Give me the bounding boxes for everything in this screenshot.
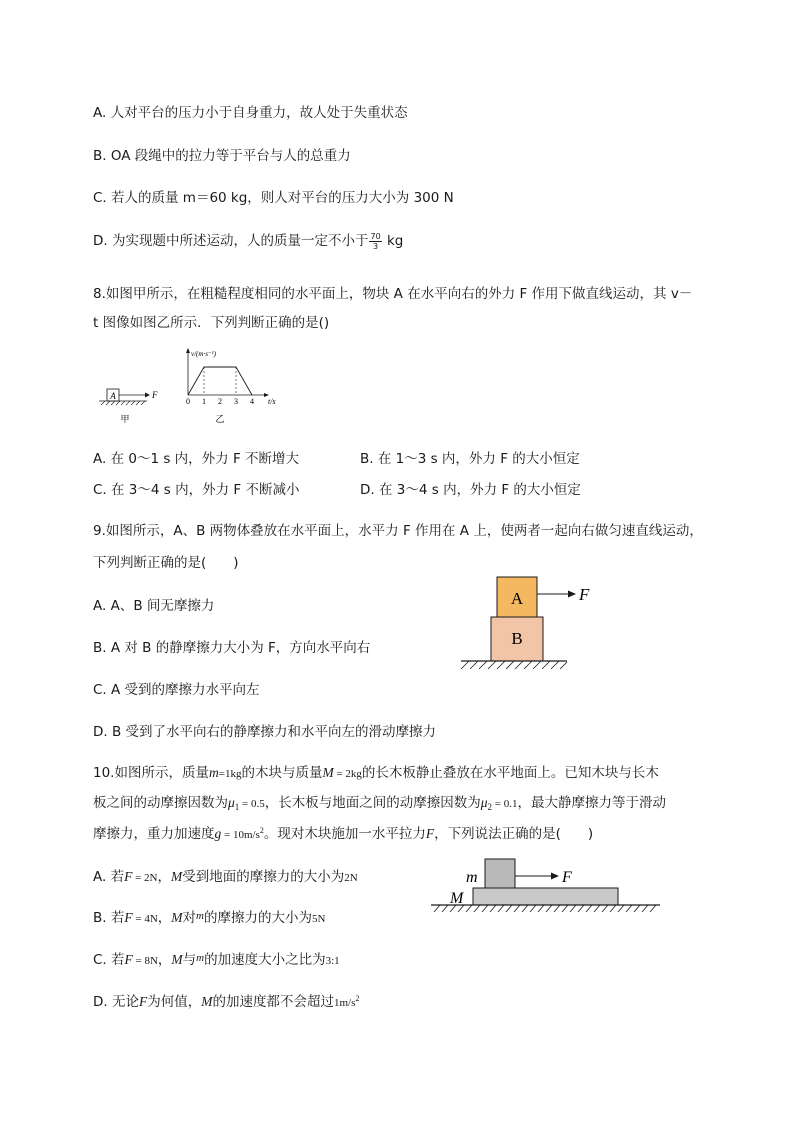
yi-tick-0: 0 (186, 397, 190, 406)
q10-a-val: = 2N (132, 872, 158, 884)
q10-b-F: F (124, 910, 133, 925)
q10-mu2-sub: 2 (487, 802, 493, 812)
jia-force-label: F (152, 390, 158, 400)
q10-ground-hatch (434, 905, 656, 912)
q10-b-pre: B. 若 (93, 910, 125, 926)
q10-l3-a: 摩擦力，重力加速度 (93, 826, 215, 842)
q10-mu2-value: = 0.1 (492, 798, 518, 810)
yi-caption: 乙 (215, 414, 225, 424)
q9-ground-hatch (461, 661, 567, 669)
q10-l3-c: ，下列说法正确的是( ) (434, 826, 594, 842)
jia-block-label: A (110, 391, 116, 401)
q10-l2-a: 板之间的动摩擦因数为 (93, 795, 228, 811)
q8-figure-yi (178, 345, 288, 427)
q10-option-a (93, 865, 358, 885)
q10-a-pre: A. 若 (93, 869, 125, 885)
q10-b-mid: ， (157, 910, 172, 926)
q10-m-value: =1kg (218, 768, 242, 780)
q7-option-b: B. OA 段绳中的拉力等于平台与人的总重力 (93, 148, 351, 164)
q10-board-M-label: M (450, 890, 464, 907)
q10-mu1-sub: 1 (234, 802, 240, 812)
q10-d-pre: D. 无论 (93, 994, 139, 1010)
q10-d-ans: 1m/s (333, 997, 356, 1009)
q9-block-a-label: A (510, 589, 524, 608)
yi-tick-4: 4 (250, 397, 254, 406)
q10-m-symbol: m (208, 765, 219, 780)
q10-c-post: 的加速度大小之比为 (204, 952, 326, 968)
q10-c-F: F (124, 952, 133, 967)
q10-F-symbol: F (425, 826, 435, 841)
yi-tick-1: 1 (202, 397, 206, 406)
q8-figure-jia (97, 378, 167, 426)
q7-option-d (93, 229, 403, 251)
q10-option-c (93, 948, 340, 968)
q10-c-mid: ， (157, 952, 172, 968)
yi-vt-curve (188, 367, 252, 395)
q10-arrowhead (551, 873, 559, 880)
q10-c-M: M (171, 952, 183, 967)
q10-d-sup: 2 (355, 994, 360, 1003)
q10-mu1-value: = 0.5 (239, 798, 265, 810)
q10-l1-b: 的木块与质量 (241, 765, 323, 781)
yi-tick-2: 2 (218, 397, 222, 406)
q10-l3-b: 。现对木块施加一水平拉力 (263, 826, 426, 842)
q9-stem-line1: 9.如图所示，A、B 两物体叠放在水平面上，水平力 F 作用在 A 上，使两者一起向右做匀速直线运动， (93, 523, 703, 539)
q10-block-m (485, 859, 515, 888)
q8-option-d: D. 在 3～4 s 内，外力 F 的大小恒定 (360, 482, 581, 498)
q10-M-symbol: M (322, 765, 334, 780)
q9-option-b: B. A 对 B 的静摩擦力大小为 F，方向水平向右 (93, 640, 371, 656)
q10-l1-a: 10.如图所示，质量 (93, 765, 209, 781)
q9-block-b-label: B (511, 629, 523, 648)
q10-c-and: 与 (182, 952, 197, 968)
jia-ground-hatch (101, 401, 145, 405)
q7-option-c: C. 若人的质量 m＝60 kg，则人对平台的压力大小为 300 N (93, 190, 454, 206)
q7-option-d-text: D. 为实现题中所述运动，人的质量一定不小于 (93, 233, 369, 249)
yi-y-label: v/(m·s⁻¹) (191, 350, 217, 358)
q10-a-ans: 2N (344, 872, 358, 884)
q10-l2-c: ，最大静摩擦力等于滑动 (517, 795, 666, 811)
q10-a-F: F (124, 869, 133, 884)
q10-figure (428, 855, 668, 917)
q9-option-c: C. A 受到的摩擦力水平向左 (93, 682, 260, 698)
q10-d-M: M (201, 994, 213, 1009)
q8-option-b: B. 在 1～3 s 内，外力 F 的大小恒定 (360, 451, 580, 467)
q8-stem-line2: t 图像如图乙所示．下列判断正确的是() (93, 315, 330, 331)
q10-a-post: 受到地面的摩擦力的大小为 (182, 869, 345, 885)
yi-y-arrow (186, 348, 190, 353)
q10-mu1-symbol: μ (228, 795, 235, 810)
q10-mu2-symbol: μ (480, 795, 488, 810)
q8-stem-line1: 8.如图甲所示，在粗糙程度相同的水平面上，物块 A 在水平向右的外力 F 作用下做直线运动，其 v－ (93, 286, 693, 302)
q10-force-label: F (562, 869, 572, 886)
q10-a-M: M (171, 869, 183, 884)
q10-b-ans: 5N (311, 913, 326, 925)
q10-block-m-label: m (466, 869, 478, 886)
q10-g-value: = 10m/s (221, 829, 260, 841)
q10-stem-line3 (93, 822, 593, 842)
q8-option-c: C. 在 3～4 s 内，外力 F 不断减小 (93, 482, 300, 498)
yi-tick-3: 3 (234, 397, 238, 406)
q10-stem-line2 (93, 791, 666, 812)
q10-b-val: = 4N (132, 913, 158, 925)
q10-b-post: 的摩擦力的大小为 (203, 910, 312, 926)
q10-a-mid: ， (157, 869, 171, 885)
q10-b-m: m (196, 910, 204, 922)
q10-b-M: M (171, 910, 183, 925)
q9-option-a: A. A、B 间无摩擦力 (93, 598, 215, 614)
q10-d-post: 的加速度都不会超过 (212, 994, 334, 1010)
q7-fraction (369, 232, 381, 251)
q10-stem-line1 (93, 761, 659, 781)
q10-b-to: 对 (182, 910, 197, 926)
q10-c-val: = 8N (132, 955, 158, 967)
q7-fraction-numerator: 70 (370, 231, 381, 241)
q10-g-sup: 2 (259, 826, 264, 835)
q9-stem-line2: 下列判断正确的是( ) (93, 555, 239, 571)
q7-option-d-unit: kg (382, 233, 404, 249)
q9-option-d: D. B 受到了水平向右的静摩擦力和水平向左的滑动摩擦力 (93, 724, 437, 740)
q9-arrowhead (568, 591, 576, 598)
q7-option-a: A. 人对平台的压力小于自身重力，故人处于失重状态 (93, 105, 408, 121)
jia-caption: 甲 (120, 414, 130, 424)
q8-option-a: A. 在 0～1 s 内，外力 F 不断增大 (93, 451, 300, 467)
q10-l2-b: ，长木板与地面之间的动摩擦因数为 (264, 795, 481, 811)
q9-figure (455, 572, 605, 672)
q10-c-ans: 3:1 (325, 955, 340, 967)
q9-force-label: F (579, 585, 590, 604)
q10-option-b (93, 906, 325, 926)
q10-board-M (473, 888, 618, 905)
q10-d-F: F (138, 994, 148, 1009)
q10-M-value: = 2kg (333, 768, 362, 780)
q10-c-pre: C. 若 (93, 952, 125, 968)
jia-arrowhead (145, 393, 150, 398)
q10-l1-c: 的长木板静止叠放在水平地面上。已知木块与长木 (361, 765, 659, 781)
yi-x-label: t/s (268, 397, 276, 406)
q10-g-symbol: g (214, 826, 222, 841)
q10-d-mid: 为何值， (147, 994, 202, 1010)
q10-c-m: m (196, 952, 205, 964)
q7-fraction-denominator: 3 (373, 241, 379, 251)
q10-option-d (93, 990, 359, 1010)
